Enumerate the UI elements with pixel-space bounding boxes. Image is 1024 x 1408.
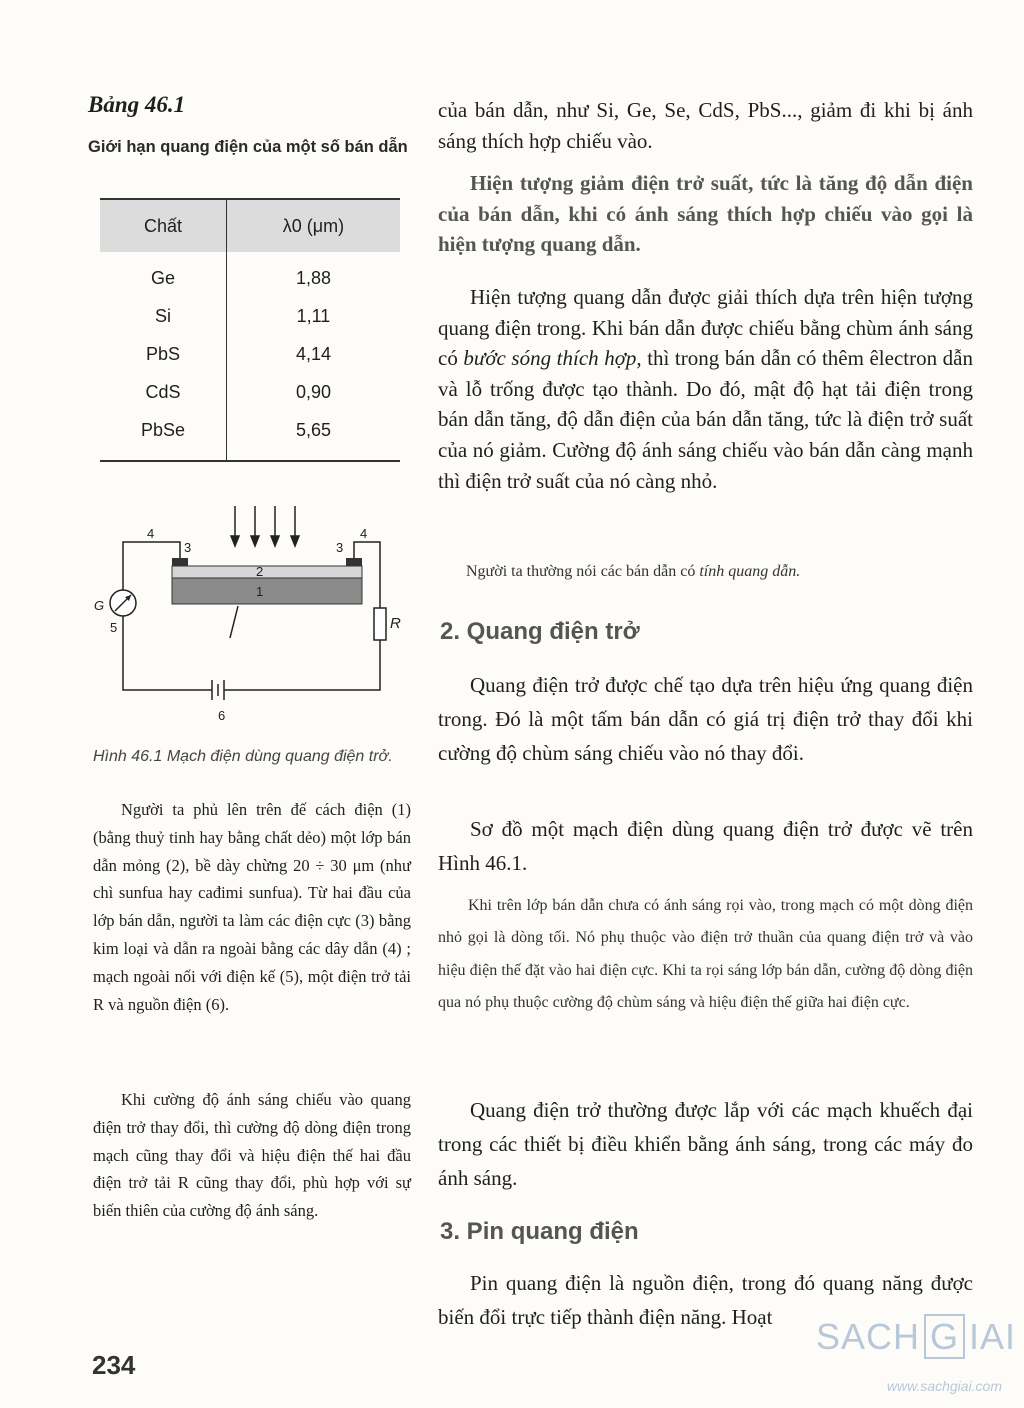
table-header-wavelength: λ0 (μm) bbox=[226, 199, 400, 252]
semiconductor-layer bbox=[172, 566, 362, 578]
photoconductivity-limit-table bbox=[100, 198, 400, 462]
table-header-substance: Chất bbox=[100, 199, 226, 252]
explanation-text-b: , thì trong bán dẫn có thêm êlectron dẫn và lỗ trống được tạo thành. Do đó, mật độ hạt tải điện trong bán dẫn tăng, độ dẫn điện của bán dẫn tăng, tức là điện trở suất của nó giảm. Cường độ ánh sáng chiếu vào bán dẫn càng mạnh thì điện trở suất của nó càng nhỏ. bbox=[438, 346, 973, 493]
table-cell-wavelength: 1,88 bbox=[226, 252, 400, 297]
label-wire-left: 4 bbox=[147, 526, 155, 541]
table-cell-substance: PbSe bbox=[140, 419, 185, 440]
watermark-url: www.sachgiai.com bbox=[886, 1378, 1002, 1394]
table-row bbox=[100, 297, 400, 335]
section-heading-photoresistor: 2. Quang điện trở bbox=[440, 618, 640, 645]
right-paragraph-applications: Quang điện trở thường được lắp với các mạch khuếch đại trong các thiết bị điều khiển bằng ánh sáng, trong các máy đo ánh sáng. bbox=[438, 1098, 973, 1190]
load-resistor-icon bbox=[374, 608, 386, 640]
label-resistor: R bbox=[390, 615, 401, 632]
label-electrode-right: 3 bbox=[336, 540, 344, 555]
right-paragraph-photocell: Pin quang điện là nguồn điện, trong đó quang năng được biến đổi trực tiếp thành điện năng. Hoạt bbox=[438, 1271, 973, 1329]
right-paragraph-continuation: của bán dẫn, như Si, Ge, Se, CdS, PbS..., giảm đi khi bị ánh sáng thích hợp chiếu vào. bbox=[438, 98, 973, 153]
table-cell-wavelength: 5,65 bbox=[226, 411, 400, 461]
right-paragraph-explanation bbox=[438, 282, 973, 496]
label-galvanometer-number: 5 bbox=[110, 620, 118, 635]
electrode-right bbox=[346, 558, 362, 566]
watermark-logo-part-c: IAI bbox=[968, 1316, 1016, 1357]
table-cell-substance: Ge bbox=[150, 267, 175, 288]
explanation-emphasis: bước sóng thích hợp bbox=[463, 346, 637, 371]
table-row bbox=[100, 373, 400, 411]
label-galvanometer: G bbox=[94, 598, 105, 613]
galvanometer-icon bbox=[110, 590, 136, 616]
battery-icon bbox=[212, 680, 224, 700]
definition-photoconductivity: Hiện tượng giảm điện trở suất, tức là tăng độ dẫn điện của bán dẫn, khi có ánh sáng thích hợp chiếu vào gọi là hiện tượng quang dẫn. bbox=[438, 171, 973, 257]
figure-caption bbox=[93, 744, 418, 769]
table-row bbox=[100, 411, 400, 461]
table-row bbox=[100, 335, 400, 373]
figure-caption-prefix: Hình 46.1 bbox=[93, 748, 163, 765]
explanation-text-a: Hiện tượng quang dẫn được giải thích dựa trên hiện tượng quang điện trong. Khi bán dẫn được chiếu bằng chùm ánh sáng có bbox=[438, 285, 973, 371]
note-photoconductive-property bbox=[466, 563, 966, 581]
section-heading-photocell: 3. Pin quang điện bbox=[440, 1218, 639, 1245]
figure-caption-text: Mạch điện dùng quang điện trở. bbox=[162, 748, 393, 765]
table-row bbox=[100, 252, 400, 297]
right-paragraph-diagram-reference: Sơ đồ một mạch điện dùng quang điện trở được vẽ trên Hình 46.1. bbox=[438, 817, 973, 875]
table-title: Bảng 46.1 bbox=[88, 92, 186, 117]
label-substrate: 1 bbox=[256, 584, 264, 599]
label-source: 6 bbox=[218, 708, 226, 723]
label-layer: 2 bbox=[256, 564, 264, 579]
table-cell-wavelength: 1,11 bbox=[226, 297, 400, 335]
table-cell-wavelength: 4,14 bbox=[226, 335, 400, 373]
label-wire-right: 4 bbox=[360, 526, 368, 541]
label-electrode-left: 3 bbox=[184, 540, 192, 555]
circuit-wires bbox=[123, 542, 380, 690]
table-cell-wavelength: 0,90 bbox=[226, 373, 400, 411]
insulating-substrate bbox=[172, 578, 362, 604]
table-cell-substance: CdS bbox=[145, 381, 181, 402]
note-emphasis: tính quang dẫn. bbox=[699, 563, 801, 580]
watermark-logo-part-a: SACH bbox=[815, 1316, 920, 1357]
watermark-logo bbox=[816, 1316, 1016, 1358]
left-paragraph-operation: Khi cường độ ánh sáng chiếu vào quang điện trở thay đổi, thì cường độ dòng điện trong mạch cũng thay đổi và hiệu điện thế hai đầu điện trở tải R cũng thay đổi, phù hợp với sự biến thiên của cường độ ánh sáng. bbox=[93, 1090, 411, 1221]
left-paragraph-structure: Người ta phủ lên trên đế cách điện (1) (bằng thuỷ tinh hay bằng chất dẻo) một lớp bán dẫn mỏng (2), bề dày chừng 20 ÷ 30 μm (như chì sunfua hay cađimi sunfua). Từ hai đầu của lớp bán dẫn, người ta làm các điện cực (3) bằng kim loại và dẫn ra ngoài bằng các dây dẫn (4) ; mạch ngoài nối với điện kế (5), một điện trở tải R và nguồn điện (6). bbox=[93, 800, 411, 1014]
table-header-row bbox=[100, 199, 400, 252]
table-cell-substance: Si bbox=[154, 305, 171, 326]
right-paragraph-dark-current: Khi trên lớp bán dẫn chưa có ánh sáng rọi vào, trong mạch có một dòng điện nhỏ gọi là dòng tối. Nó phụ thuộc vào điện trở thuần của quang điện trở và vào hiệu điện thế đặt vào hai điện cực. Khi ta rọi sáng lớp bán dẫn, cường độ dòng điện qua nó phụ thuộc cường độ chùm sáng và hiệu điện thế giữa hai điện cực. bbox=[438, 897, 973, 1012]
note-text: Người ta thường nói các bán dẫn có bbox=[466, 563, 700, 580]
incident-light-arrows bbox=[231, 506, 299, 546]
table-cell-substance: PbS bbox=[145, 343, 180, 364]
page-number: 234 bbox=[92, 1350, 136, 1380]
watermark-logo-part-b: G bbox=[924, 1314, 965, 1359]
electrode-left bbox=[172, 558, 188, 566]
table-caption: Giới hạn quang điện của một số bán dẫn bbox=[88, 138, 408, 156]
photoresistor-circuit-diagram bbox=[90, 500, 420, 730]
right-paragraph-photoresistor: Quang điện trở được chế tạo dựa trên hiệu ứng quang điện trong. Đó là một tấm bán dẫn có giá trị điện trở thay đổi khi cường độ chùm sáng chiếu vào nó thay đổi. bbox=[438, 673, 973, 765]
